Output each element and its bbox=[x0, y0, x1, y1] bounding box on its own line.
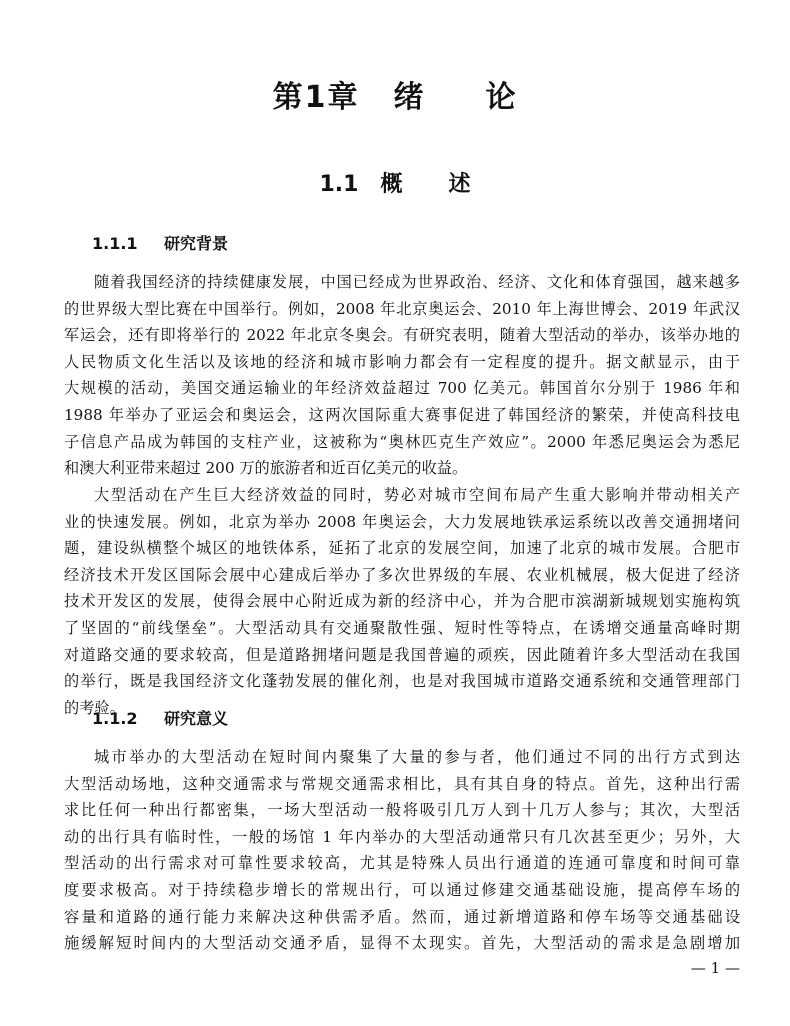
section-title-char-1: 概 bbox=[380, 172, 403, 197]
text-line: 施缓解短时间内的大型活动交通矛盾，显得不太现实。首先，大型活动的需求是急剧增加 bbox=[64, 934, 740, 953]
subsection-number: 1.1.1 bbox=[92, 234, 138, 253]
subsection-title: 研究背景 bbox=[164, 234, 229, 253]
paragraph-background-2 bbox=[64, 482, 740, 721]
text-line: 技术开发区的发展，使得会展中心附近成为新的经济中心，并为合肥市滨湖新城规划实施构筑 bbox=[64, 592, 740, 611]
text-line: 的世界级大型比赛在中国举行。例如，2008 年北京奥运会、2010 年上海世博会、2019 年武汉 bbox=[64, 299, 740, 318]
text-line: 人民物质文化生活以及该地的经济和城市影响力都会有一定程度的提升。据文献显示，由于 bbox=[64, 352, 740, 371]
text-line: 的考验。 bbox=[64, 698, 125, 717]
text-line: 和澳大利亚带来超过 200 万的旅游者和近百亿美元的收益。 bbox=[64, 459, 468, 478]
text-line: 经济技术开发区国际会展中心建成后举办了多次世界级的车展、农业机械展，极大促进了经济 bbox=[64, 565, 740, 584]
text-line: 动的出行具有临时性，一般的场馆 1 年内举办的大型活动通常只有几次甚至更少；另外，大 bbox=[64, 827, 740, 846]
text-line: 业的快速发展。例如，北京为举办 2008 年奥运会，大力发展地铁承运系统以改善交通拥堵问 bbox=[64, 512, 740, 531]
subsection-heading-background bbox=[92, 232, 228, 256]
section-title-char-2: 述 bbox=[448, 172, 471, 197]
text-line: 子信息产品成为韩国的支柱产业，这被称为“奥林匹克生产效应”。2000 年悉尼奥运会为悉尼 bbox=[64, 432, 740, 451]
subsection-number: 1.1.2 bbox=[92, 709, 138, 728]
text-line: 军运会，还有即将举行的 2022 年北京冬奥会。有研究表明，随着大型活动的举办，该举办地的 bbox=[64, 326, 740, 345]
chapter-prefix: 第 bbox=[272, 80, 305, 115]
text-line: 度要求极高。对于持续稳步增长的常规出行，可以通过修建交通基础设施，提高停车场的 bbox=[64, 880, 740, 899]
chapter-word: 章 bbox=[327, 80, 360, 115]
chapter-number: 1 bbox=[304, 80, 328, 115]
page-number: — 1 — bbox=[690, 959, 740, 977]
text-line: 容量和道路的通行能力来解决这种供需矛盾。然而，通过新增道路和停车场等交通基础设 bbox=[64, 907, 740, 926]
chapter-title-char-2: 论 bbox=[485, 80, 518, 115]
paragraph-significance-1 bbox=[64, 744, 740, 957]
text-line: 大型活动场地，这种交通需求与常规交通需求相比，具有其自身的特点。首先，这种出行需 bbox=[64, 774, 740, 793]
text-line: 了坚固的“前线堡垒”。大型活动具有交通聚散性强、短时性等特点，在诱增交通量高峰时期 bbox=[64, 618, 740, 637]
text-line: 题，建设纵横整个城区的地铁体系，延拓了北京的发展空间，加速了北京的城市发展。合肥市 bbox=[64, 539, 740, 558]
text-line: 型活动的出行需求对可靠性要求较高，尤其是特殊人员出行通道的连通可靠度和时间可靠 bbox=[64, 854, 740, 873]
text-line: 求比任何一种出行都密集，一场大型活动一般将吸引几万人到十几万人参与；其次，大型活 bbox=[64, 801, 740, 820]
section-title bbox=[0, 168, 790, 202]
text-line: 1988 年举办了亚运会和奥运会，这两次国际重大赛事促进了韩国经济的繁荣，并使高科技电 bbox=[64, 405, 740, 424]
subsection-heading-significance bbox=[92, 707, 228, 731]
text-line: 大型活动在产生巨大经济效益的同时，势必对城市空间布局产生重大影响并带动相关产 bbox=[94, 486, 740, 504]
section-number: 1.1 bbox=[319, 172, 359, 197]
text-line: 大规模的活动，美国交通运输业的年经济效益超过 700 亿美元。韩国首尔分别于 1986 年和 bbox=[64, 379, 740, 398]
paragraph-background-1 bbox=[64, 269, 740, 482]
chapter-title-char-1: 绪 bbox=[393, 80, 426, 115]
text-line: 随着我国经济的持续健康发展，中国已经成为世界政治、经济、文化和体育强国，越来越多 bbox=[94, 273, 740, 291]
text-line: 的举行，既是我国经济文化蓬勃发展的催化剂，也是对我国城市道路交通系统和交通管理部门 bbox=[64, 672, 740, 691]
text-line: 城市举办的大型活动在短时间内聚集了大量的参与者，他们通过不同的出行方式到达 bbox=[94, 748, 740, 766]
chapter-title bbox=[0, 76, 790, 120]
text-line: 对道路交通的要求较高，但是道路拥堵问题是我国普遍的顽疾，因此随着许多大型活动在我国 bbox=[64, 645, 740, 664]
subsection-title: 研究意义 bbox=[164, 709, 229, 728]
